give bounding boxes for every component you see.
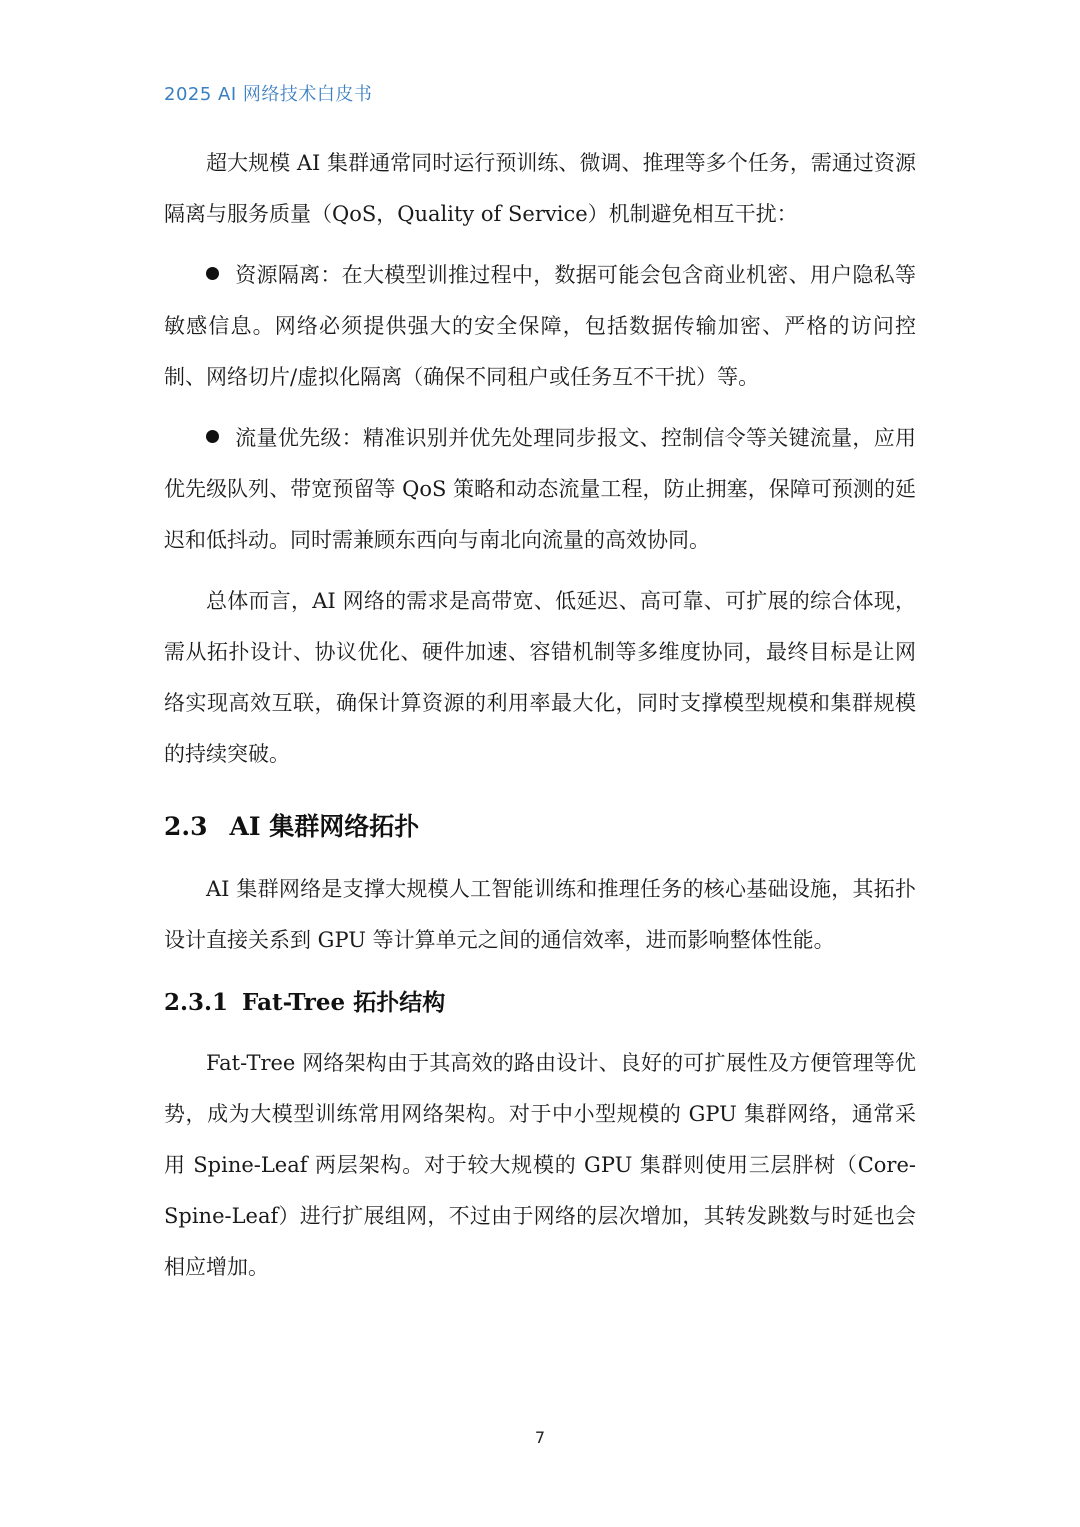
summary-paragraph: 总体而言，AI 网络的需求是高带宽、低延迟、高可靠、可扩展的综合体现，需从拓扑设计、协议优化、硬件加速、容错机制等多维度协同，最终目标是让网络实现高效互联，确保计算资源的利用率最大化，同时支撑模型规模和集群规模的持续突破。	[164, 589, 916, 766]
bullet-dot-icon	[206, 430, 219, 443]
section-number: 2.3	[164, 812, 208, 841]
page-content	[164, 138, 916, 1303]
running-header: 2025 AI 网络技术白皮书	[164, 84, 373, 105]
bullet-item-resource-isolation	[164, 250, 916, 403]
bullet-text: 流量优先级：精准识别并优先处理同步报文、控制信令等关键流量，应用优先级队列、带宽预留等 QoS 策略和动态流量工程，防止拥塞，保障可预测的延迟和低抖动。同时需兼顾东西向与南北向流量的高效协同。	[164, 426, 916, 552]
page-number: 7	[534, 1428, 546, 1447]
bullet-dot-icon	[206, 267, 219, 280]
subsection-heading	[164, 978, 916, 1028]
subsection-number: 2.3.1	[164, 989, 229, 1016]
intro-paragraph: 超大规模 AI 集群通常同时运行预训练、微调、推理等多个任务，需通过资源隔离与服务质量（QoS，Quality of Service）机制避免相互干扰：	[164, 151, 916, 226]
section-heading	[164, 802, 916, 852]
bullet-item-traffic-priority	[164, 413, 916, 566]
bullet-text: 资源隔离：在大模型训推过程中，数据可能会包含商业机密、用户隐私等敏感信息。网络必须提供强大的安全保障，包括数据传输加密、严格的访问控制、网络切片/虚拟化隔离（确保不同租户或任务互不干扰）等。	[164, 263, 916, 389]
section-title: AI 集群网络拓扑	[229, 812, 420, 841]
subsection-title: Fat-Tree 拓扑结构	[242, 989, 446, 1016]
subsection-paragraph: Fat-Tree 网络架构由于其高效的路由设计、良好的可扩展性及方便管理等优势，成为大模型训练常用网络架构。对于中小型规模的 GPU 集群网络，通常采用 Spine-Leaf 两层架构。对于较大规模的 GPU 集群则使用三层胖树（Core-Spine-Leaf）进行扩展组网，不过由于网络的层次增加，其转发跳数与时延也会相应增加。	[164, 1051, 916, 1279]
section-intro-paragraph: AI 集群网络是支撑大规模人工智能训练和推理任务的核心基础设施，其拓扑设计直接关系到 GPU 等计算单元之间的通信效率，进而影响整体性能。	[164, 877, 916, 952]
